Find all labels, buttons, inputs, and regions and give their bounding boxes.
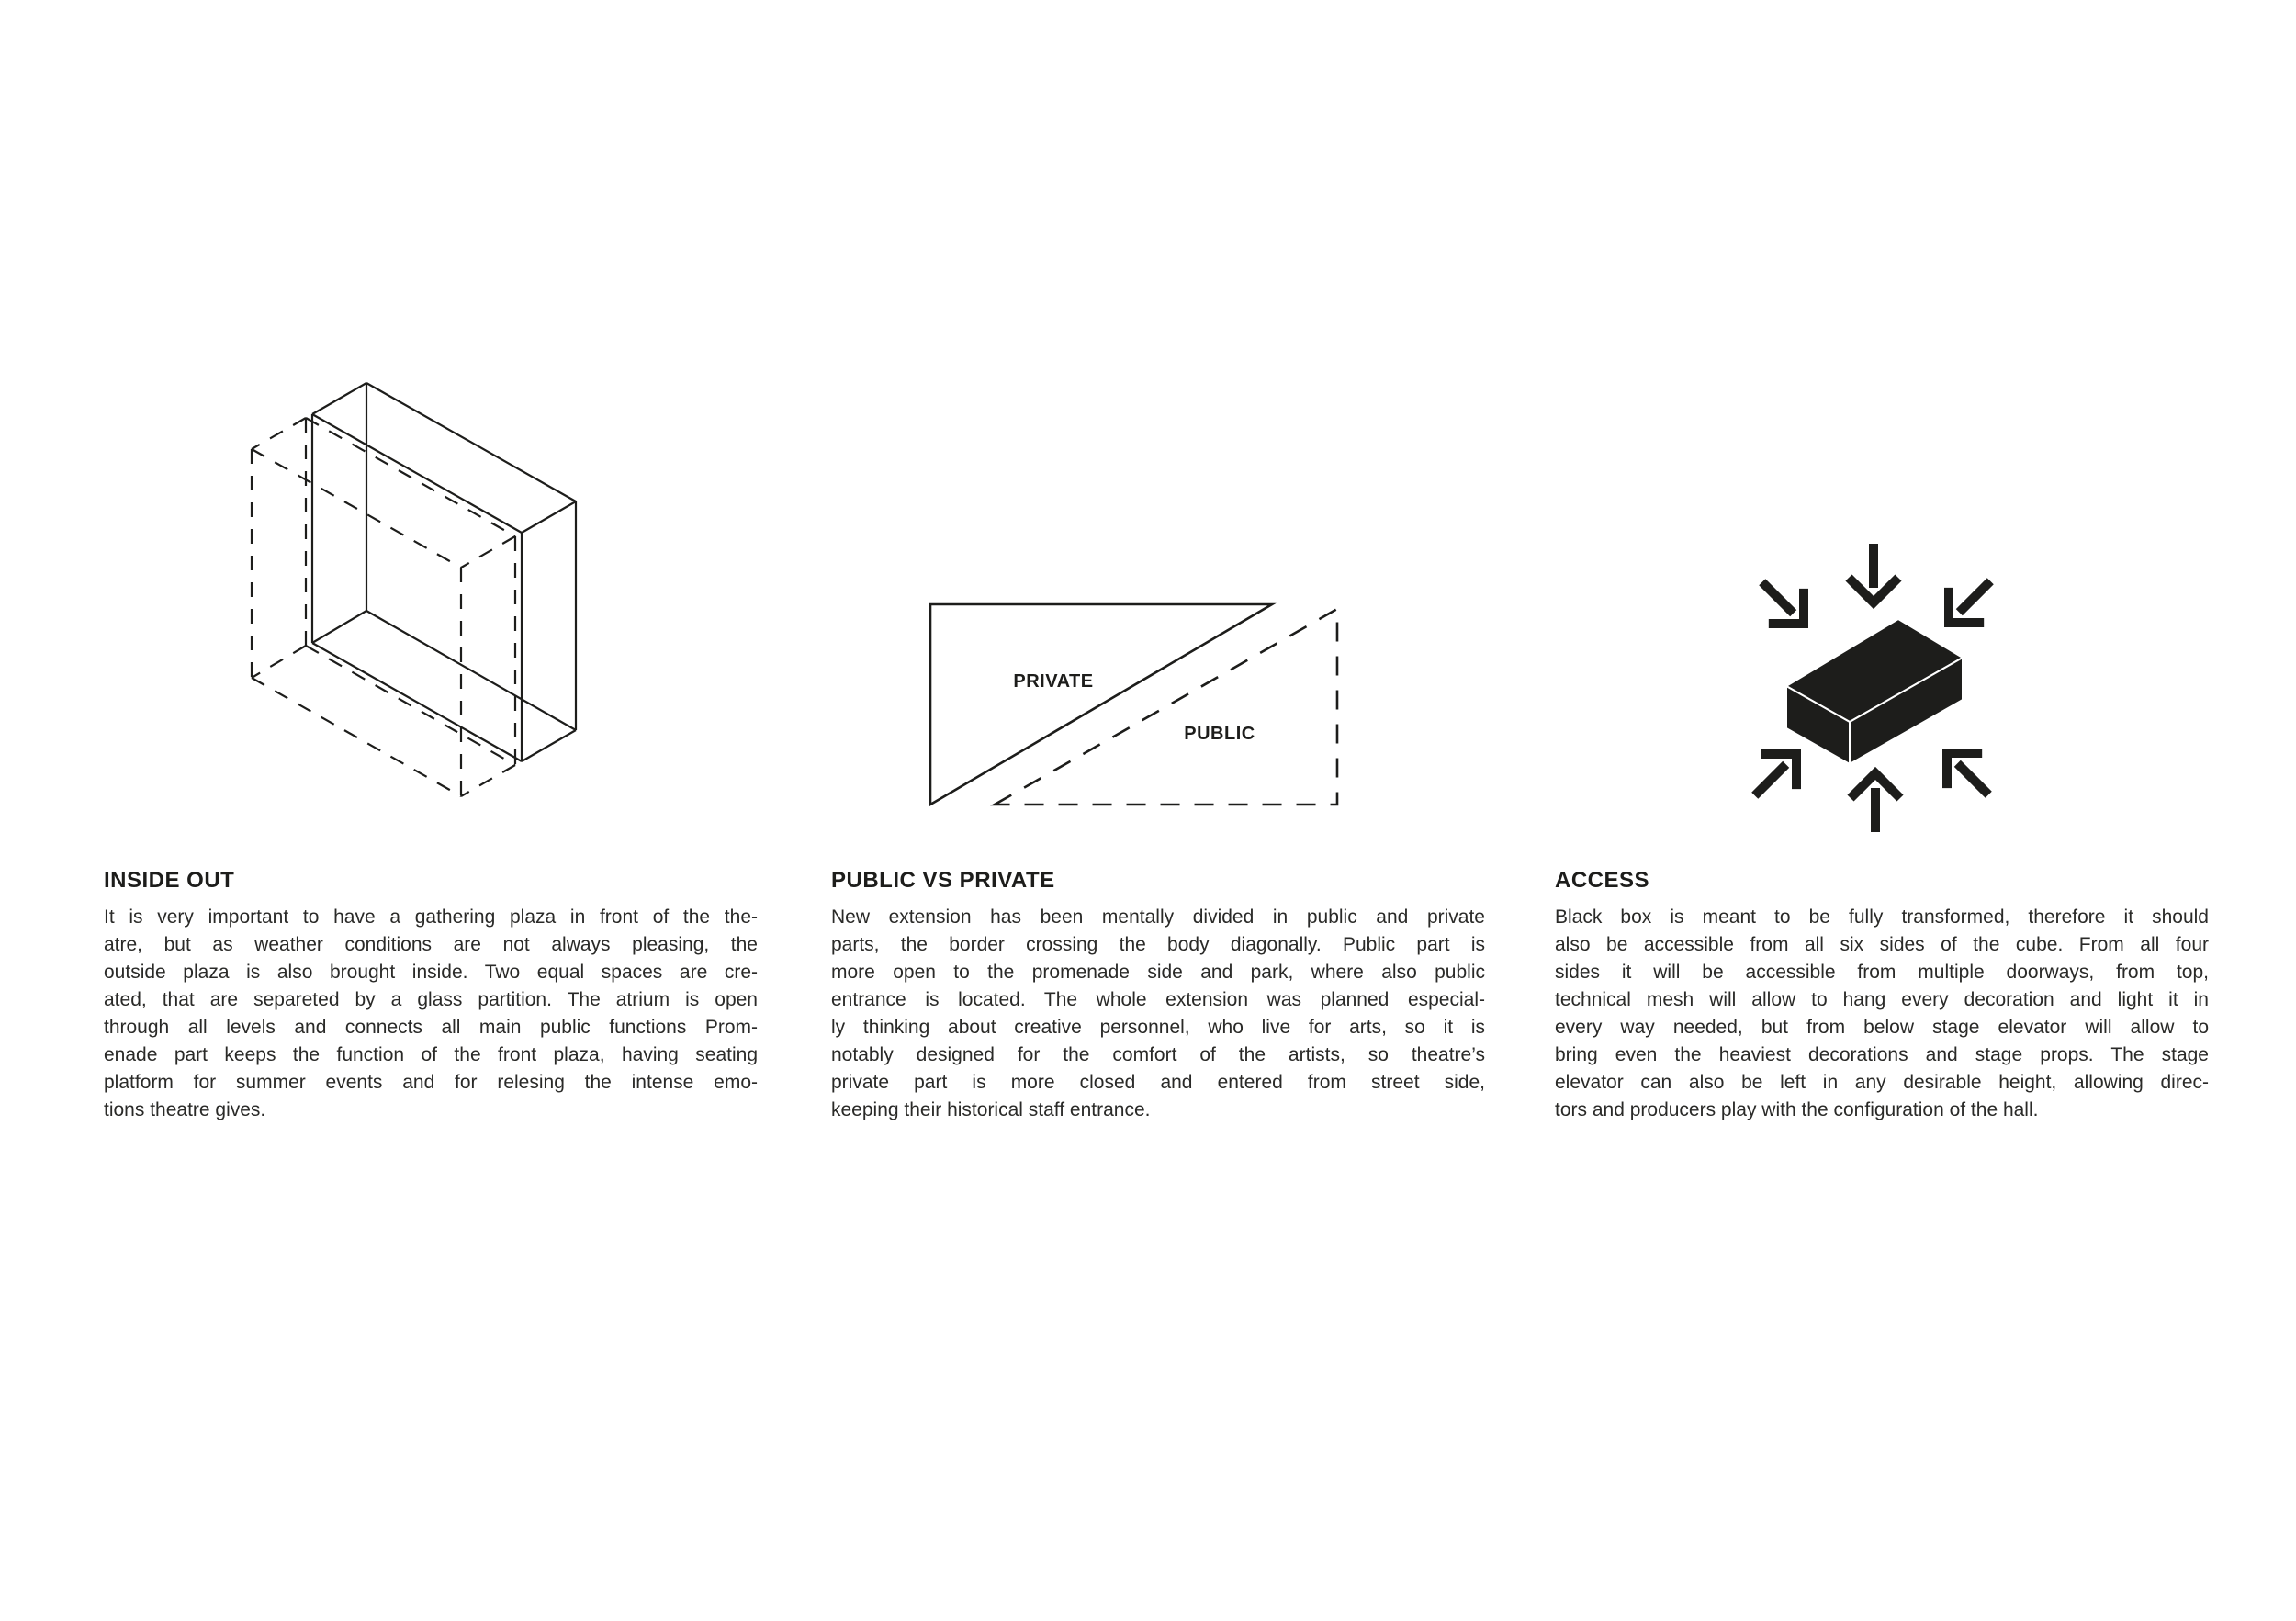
body-line: parts, the border crossing the body diagonally. Public part is — [831, 934, 1485, 955]
arrow-bottom-left-icon — [1738, 737, 1814, 813]
body-line: tions theatre gives. — [104, 1099, 266, 1120]
public-label: PUBLIC — [1184, 724, 1255, 744]
arrow-top-right-icon — [1931, 564, 2008, 640]
section-heading: INSIDE OUT — [104, 867, 235, 893]
body-line: keeping their historical staff entrance. — [831, 1099, 1151, 1120]
access-diagram — [1736, 528, 2085, 850]
private-label: PRIVATE — [1013, 671, 1094, 692]
body-line: entrance is located. The whole extension was planned especial- — [831, 989, 1485, 1010]
body-line: bring even the heaviest decorations and stage props. The stage — [1555, 1044, 2209, 1065]
section-body — [104, 904, 758, 1124]
body-line: more open to the promenade side and park, where also public — [831, 962, 1485, 983]
body-line: tors and producers play with the configuration of the hall. — [1555, 1099, 2039, 1120]
body-line: New extension has been mentally divided in public and private — [831, 906, 1485, 928]
diagonal-split-rectangle-icon — [930, 604, 1337, 805]
public-vs-private-diagram — [918, 592, 1350, 817]
body-line: private part is more closed and entered from street side, — [831, 1072, 1485, 1093]
body-line: elevator can also be left in any desirable height, allowing direc- — [1555, 1072, 2209, 1093]
body-line: also be accessible from all six sides of the cube. From all four — [1555, 934, 2209, 955]
body-line: notably designed for the comfort of the artists, so theatre’s — [831, 1044, 1485, 1065]
body-line: every way needed, but from below stage elevator will allow to — [1555, 1017, 2209, 1038]
section-body — [831, 904, 1485, 1124]
arrow-bottom-right-icon — [1930, 736, 2006, 812]
section-heading: ACCESS — [1555, 867, 1650, 893]
body-line: Black box is meant to be fully transformed, therefore it should — [1555, 906, 2209, 928]
section-body — [1555, 904, 2209, 1124]
body-line: through all levels and connects all main public functions Prom- — [104, 1017, 758, 1038]
black-box-icon — [1786, 619, 1963, 764]
isometric-wireframe-slab-icon — [252, 383, 576, 796]
body-line: atre, but as weather conditions are not always pleasing, the — [104, 934, 758, 955]
arrow-top-left-icon — [1745, 565, 1821, 641]
body-line: platform for summer events and for relesing the intense emo- — [104, 1072, 758, 1093]
body-line: It is very important to have a gathering plaza in front of the the- — [104, 906, 758, 928]
body-line: sides it will be accessible from multiple doorways, from top, — [1555, 962, 2209, 983]
arrow-bottom-icon — [1851, 773, 1900, 832]
body-line: ly thinking about creative personnel, who live for arts, so it is — [831, 1017, 1485, 1038]
private-triangle — [930, 604, 1272, 805]
arrow-top-icon — [1849, 544, 1898, 602]
body-line: technical mesh will allow to hang every decoration and light it in — [1555, 989, 2209, 1010]
body-line: ated, that are separeted by a glass partition. The atrium is open — [104, 989, 758, 1010]
body-line: outside plaza is also brought inside. Two equal spaces are cre- — [104, 962, 758, 983]
body-line: enade part keeps the function of the front plaza, having seating — [104, 1044, 758, 1065]
section-heading: PUBLIC VS PRIVATE — [831, 867, 1055, 893]
inside-out-diagram — [230, 358, 634, 845]
public-triangle-dashed — [995, 609, 1337, 805]
